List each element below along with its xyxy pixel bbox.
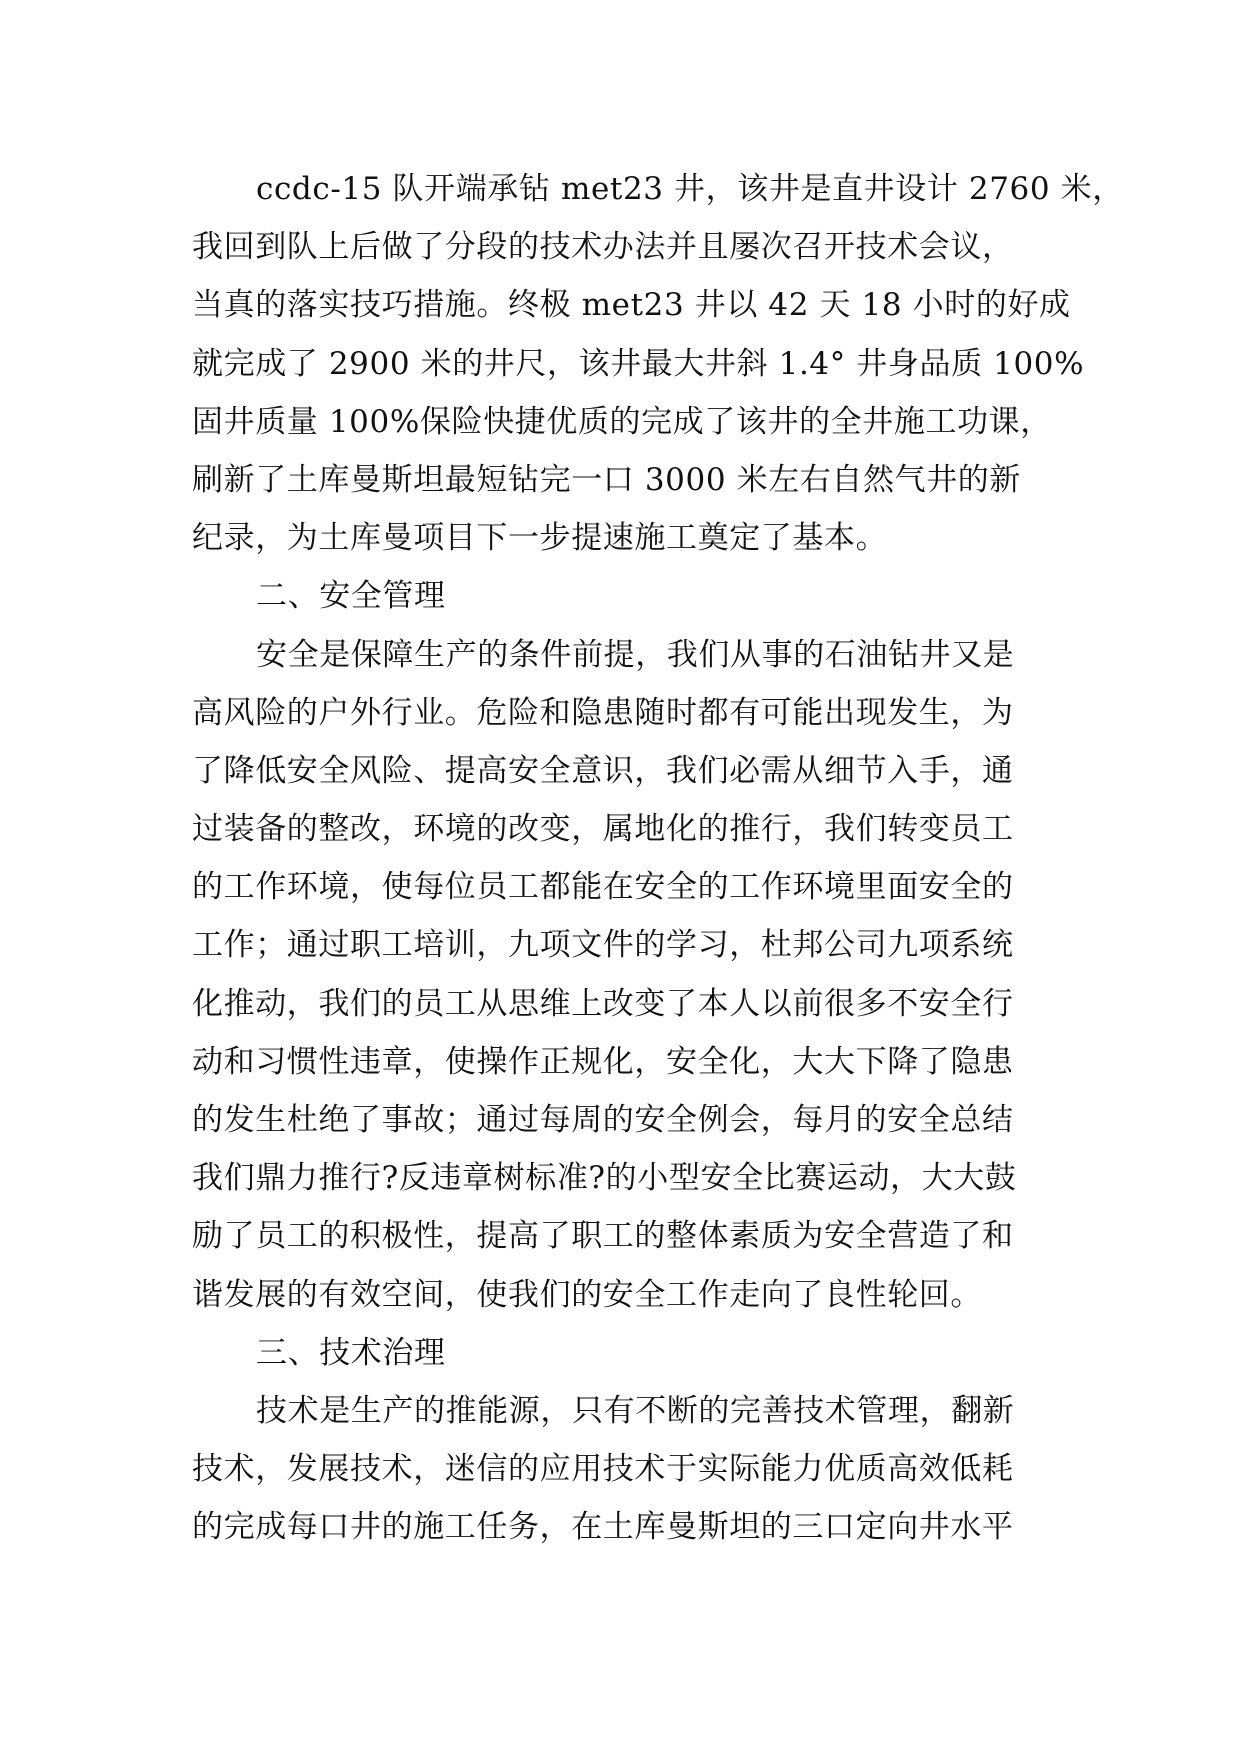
text-line: 化推动，我们的员工从思维上改变了本人以前很多不安全行 xyxy=(192,985,1014,1022)
section-heading-technology: 三、技术治理 xyxy=(256,1334,446,1371)
text-line: 的完成每口井的施工任务，在土库曼斯坦的三口定向井水平 xyxy=(192,1509,1014,1546)
text-line: 谐发展的有效空间，使我们的安全工作走向了良性轮回。 xyxy=(192,1276,982,1313)
text-line: 安全是保障生产的条件前提，我们从事的石油钻井又是 xyxy=(256,636,1015,673)
text-line: 动和习惯性违章，使操作正规化，安全化，大大下降了隐患 xyxy=(192,1043,1014,1080)
paragraph-drilling-record xyxy=(192,160,1124,567)
text-line: 励了员工的积极性，提高了职工的整体素质为安全营造了和 xyxy=(192,1218,1014,1255)
text-line: 过装备的整改，环境的改变，属地化的推行，我们转变员工 xyxy=(192,811,1014,848)
text-line: 高风险的户外行业。危险和隐患随时都有可能出现发生，为 xyxy=(192,694,1014,731)
paragraph-technology xyxy=(192,1382,1052,1557)
paragraph-safety xyxy=(192,626,1052,1324)
section-heading-safety: 二、安全管理 xyxy=(256,578,446,615)
text-line: 当真的落实技巧措施。终极 met23 井以 42 天 18 小时的好成 xyxy=(192,287,1071,324)
text-line: 技术，发展技术，迷信的应用技术于实际能力优质高效低耗 xyxy=(192,1451,1014,1488)
text-line: 技术是生产的推能源，只有不断的完善技术管理，翻新 xyxy=(256,1392,1015,1429)
document-body xyxy=(192,160,1124,1557)
text-line: 我回到队上后做了分段的技术办法并且屡次召开技术会议， xyxy=(192,229,1014,266)
text-line: 了降低安全风险、提高安全意识，我们必需从细节入手，通 xyxy=(192,752,1014,789)
text-line: 我们鼎力推行?反违章树标准?的小型安全比赛运动，大大鼓 xyxy=(192,1160,1017,1197)
text-line: 工作；通过职工培训，九项文件的学习，杜邦公司九项系统 xyxy=(192,927,1014,964)
text-line: 纪录，为土库曼项目下一步提速施工奠定了基本。 xyxy=(192,520,888,557)
text-line: 刷新了土库曼斯坦最短钻完一口 3000 米左右自然气井的新 xyxy=(192,461,1021,498)
text-line: 的工作环境，使每位员工都能在安全的工作环境里面安全的 xyxy=(192,869,1014,906)
text-line: 固井质量 100%保险快捷优质的完成了该井的全井施工功课， xyxy=(192,403,1052,440)
text-line: 就完成了 2900 米的井尺，该井最大井斜 1.4° 井身品质 100% xyxy=(192,345,1085,382)
text-line: ccdc-15 队开端承钻 met23 井，该井是直井设计 2760 米， xyxy=(256,171,1124,207)
text-line: 的发生杜绝了事故；通过每周的安全例会，每月的安全总结 xyxy=(192,1102,1014,1138)
